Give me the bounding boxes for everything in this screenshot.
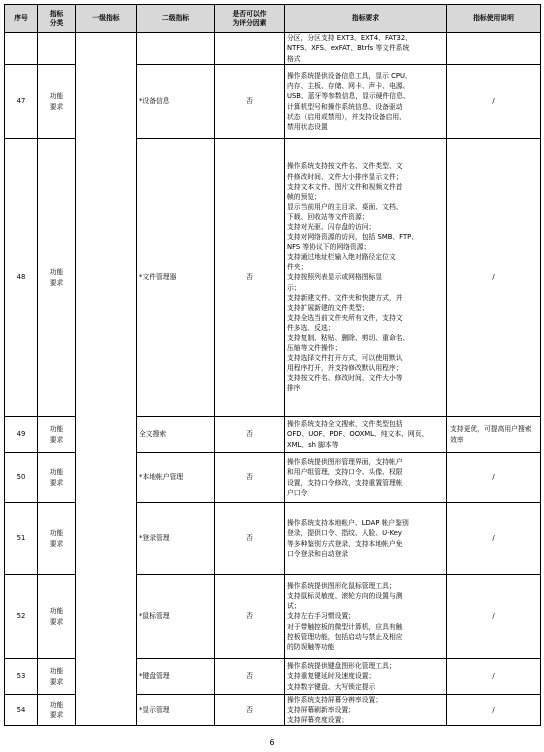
cell-category: 功能 要求 [38, 139, 76, 417]
requirement-line: 件修改时间、文件大小排序显示文件； [287, 172, 403, 181]
cell-note [447, 33, 541, 65]
cell-requirement [285, 575, 447, 659]
cell-level2: *文件管理器 [137, 139, 215, 417]
requirement-line: 排序 [287, 384, 301, 393]
header-requirement: 指标要求 [285, 5, 447, 33]
cell-note: / [447, 65, 541, 139]
cell-category: 功能 要求 [38, 65, 76, 139]
requirement-line: 操作系统支持全文搜索，文件类型包括 [287, 420, 403, 429]
cell-level2: *鼠标管理 [137, 575, 215, 659]
cell-category: 功能 要求 [38, 659, 76, 695]
requirement-line: 支持屏幕亮度设置； [287, 716, 349, 725]
cell-level2: *本地帐户管理 [137, 453, 215, 503]
cell-scoring: 否 [215, 139, 285, 417]
requirement-line: 支持对光驱、闪存盘的访问； [287, 222, 376, 231]
requirement-line: 帧的预览； [287, 192, 321, 201]
requirement-line: 分区，分区支持 EXT3、EXT4、FAT32、 [287, 34, 412, 43]
requirement-line: 控板管理功能，包括启动与禁止及相应 [287, 632, 403, 641]
cell-note: / [447, 453, 541, 503]
requirement-line: 设置，支持口令修改，支持重置管理帐 [287, 478, 403, 487]
requirement-line: 支持扩展新建的文件类型； [287, 303, 369, 312]
cell-category: 功能 要求 [38, 575, 76, 659]
requirement-line: 用程序打开，并支持修改默认用程序； [287, 364, 403, 373]
cell-category: 功能 要求 [38, 417, 76, 453]
cell-scoring: 否 [215, 659, 285, 695]
requirement-line: 的防误触等功能 [287, 642, 335, 651]
cell-note: / [447, 575, 541, 659]
requirement-line: 支持重复键延时及速度设置； [287, 672, 376, 681]
requirement-line: USB、蓝牙等参数信息，显示硬件信息、 [287, 92, 410, 101]
spec-table [4, 4, 541, 726]
requirement-line: 禁用状态设置 [287, 122, 328, 131]
cell-level2: 全文搜索 [137, 417, 215, 453]
requirement-line: 示； [287, 283, 301, 292]
requirement-line: 格式 [287, 54, 301, 63]
requirement-line: 操作系统提供图形化鼠标管理工具； [287, 582, 396, 591]
cell-scoring: 否 [215, 575, 285, 659]
requirement-line: 件夹； [287, 263, 308, 272]
cell-scoring: 否 [215, 503, 285, 575]
requirement-line: 支持通过地址栏输入绝对路径定位文 [287, 253, 396, 262]
requirement-line: NTFS、XFS、exFAT、Btrfs 等文件系统 [287, 44, 410, 53]
cell-note: / [447, 659, 541, 695]
cell-no: 50 [5, 453, 38, 503]
requirement-line: 支持全选当前文件夹所有文件，支持文 [287, 313, 403, 322]
header-category: 指标 分类 [38, 5, 76, 33]
requirement-line: 压缩等文件操作； [287, 344, 342, 353]
cell-scoring: 否 [215, 65, 285, 139]
cell-scoring: 否 [215, 453, 285, 503]
header-note: 指标使用说明 [447, 5, 541, 33]
requirement-line: 试； [287, 602, 301, 611]
cell-no: 52 [5, 575, 38, 659]
cell-no [5, 33, 38, 65]
cell-note: / [447, 503, 541, 575]
requirement-line: NFS 等协议下的网络资源； [287, 243, 371, 252]
requirement-line: 支持按文件名、修改时间、文件大小等 [287, 374, 403, 383]
table-row-continuation [5, 33, 541, 65]
cell-requirement [285, 503, 447, 575]
header-level1: 一级指标 [76, 5, 137, 33]
cell-category: 功能 要求 [38, 503, 76, 575]
cell-no: 53 [5, 659, 38, 695]
requirement-line: 显示当前用户的主目录、桌面、文档、 [287, 202, 403, 211]
requirement-line: 对于带触控板的微型计算机，应具有触 [287, 622, 403, 631]
cell-level2: *显示管理 [137, 695, 215, 726]
requirement-line: 操作系统支持本地帐户、LDAP 帐户鉴别 [287, 519, 409, 528]
requirement-line: 口令登录和自动登录 [287, 549, 349, 558]
cell-no: 48 [5, 139, 38, 417]
requirement-line: 支持左右手习惯设置； [287, 612, 355, 621]
requirement-line: 支持对网络资源的访问，包括 SMB、FTP、 [287, 233, 418, 242]
cell-no: 54 [5, 695, 38, 726]
requirement-line: 和用户组管理，支持口令、头像、权限 [287, 468, 403, 477]
cell-level2: *设备信息 [137, 65, 215, 139]
requirement-line: 操作系统提供键盘图形化管理工具； [287, 662, 396, 671]
header-scoring: 是否可以作 为评分因素 [215, 5, 285, 33]
cell-level2: *键盘管理 [137, 659, 215, 695]
cell-no: 49 [5, 417, 38, 453]
header-no: 序号 [5, 5, 38, 33]
table-header-row [5, 5, 541, 33]
requirement-line: 登录，提供口令、指纹、人脸、U-Key [287, 529, 402, 538]
cell-scoring: 否 [215, 417, 285, 453]
requirement-line: 支持屏幕刷新率设置； [287, 706, 355, 715]
header-level2: 二级指标 [137, 5, 215, 33]
cell-category: 功能 要求 [38, 695, 76, 726]
requirement-line: 计算机型号和操作系统信息、设备驱动 [287, 102, 403, 111]
requirement-line: 支持复制、粘贴、删除、剪切、重命名、 [287, 334, 410, 343]
requirement-line: 操作系统提供图形管理界面，支持帐户 [287, 458, 403, 467]
cell-note: / [447, 695, 541, 726]
cell-category [38, 33, 76, 65]
requirement-line: 下载、回收站等文件资源； [287, 212, 369, 221]
cell-no: 51 [5, 503, 38, 575]
requirement-line: 内存、主板、存储、网卡、声卡、电源、 [287, 82, 410, 91]
requirement-line: 状态（启用或禁用），并支持设备启用、 [287, 112, 406, 121]
cell-requirement [285, 139, 447, 417]
cell-category: 功能 要求 [38, 453, 76, 503]
cell-no: 47 [5, 65, 38, 139]
page-number: 6 [269, 738, 275, 747]
cell-requirement [285, 453, 447, 503]
requirement-line: OFD、UOF、PDF、OOXML、纯文本、网页、 [287, 430, 429, 439]
cell-scoring [215, 33, 285, 65]
requirement-line: 操作系统支持屏幕分辨率设置； [287, 696, 383, 704]
cell-note: / [447, 139, 541, 417]
requirement-line: 户口令 [287, 488, 308, 497]
cell-level2 [137, 33, 215, 65]
requirement-line: 支持新建文件、文件夹和快捷方式，并 [287, 293, 403, 302]
cell-requirement [285, 417, 447, 453]
cell-scoring: 否 [215, 695, 285, 726]
cell-level2: *登录管理 [137, 503, 215, 575]
cell-requirement [285, 65, 447, 139]
requirement-line: 操作系统支持按文件名、文件类型、文 [287, 162, 403, 171]
requirement-line: 等多种鉴别方式登录，支持本地帐户免 [287, 539, 403, 548]
requirement-line: 支持数字键盘、大写锁定提示 [287, 682, 376, 691]
requirement-line: 支持按照列表显示或网格图标显 [287, 273, 383, 282]
cell-note: 支持更优，可提高用户搜索效率 [447, 417, 541, 453]
requirement-line: XML、sh 脚本等 [287, 440, 339, 449]
requirement-line: 支持文本文件、图片文件和视频文件首 [287, 182, 403, 191]
requirement-line: 支持鼠标灵敏度、滚轮方向的设置与测 [287, 592, 403, 601]
cell-requirement [285, 33, 447, 65]
requirement-line: 支持选择文件打开方式，可以使用默认 [287, 354, 403, 363]
requirement-line: 件多选、反选； [287, 323, 335, 332]
cell-level1-merged [76, 33, 137, 726]
cell-requirement [285, 659, 447, 695]
cell-requirement [285, 695, 447, 726]
requirement-line: 操作系统提供设备信息工具，显示 CPU、 [287, 72, 412, 81]
